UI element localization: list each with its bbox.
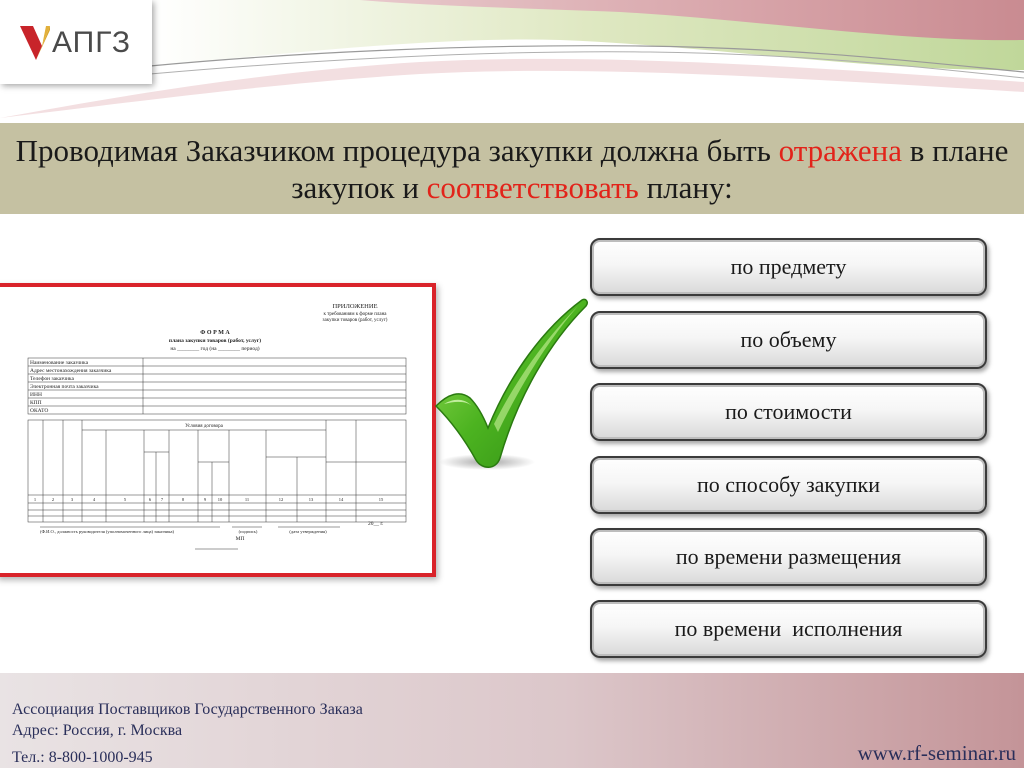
col-number: 6 [148,497,152,502]
col-number: 3 [70,497,74,502]
title-part-2: в плане закупок и [291,132,1009,205]
form-subtitle: плана закупки товаров (работ, услуг) [168,338,262,344]
footer-organization: Ассоциация Поставщиков Государственного Заказа [12,701,363,718]
col-number: 11 [244,497,250,502]
criterion-cost [590,383,987,441]
slide-title [12,132,1012,206]
logo-text: АПГЗ [52,26,131,59]
column-numbers [34,497,384,502]
col-number: 7 [160,497,164,502]
plan-table-grid [28,420,406,522]
logo-mark-icon [20,26,50,60]
col-number: 13 [308,497,314,502]
criterion-procurement-method [590,456,987,514]
criterion-subject [590,238,987,296]
title-highlight-correspond: соответствовать [426,169,639,205]
col-number: 2 [51,497,55,502]
year-mark: 20__ г. [368,521,384,527]
criterion-label: по предмету [730,254,847,279]
criterion-execution-time [590,600,987,658]
info-row: Электронная почта заказчика [30,384,99,390]
signature-left-caption: (Ф.И.О., должность руководителя (уполномоченного лица) заказчика) [40,529,175,534]
col-number: 10 [217,497,223,502]
title-highlight-reflected: отражена [778,132,903,168]
title-part-1: Проводимая Заказчиком процедура закупки должна быть [15,132,779,168]
info-row: Телефон заказчика [30,376,74,382]
green-checkmark-icon [432,294,592,474]
procurement-plan-form-image [0,283,436,577]
title-part-3: плану: [638,169,733,205]
col-number: 12 [278,497,284,502]
footer [0,673,1024,768]
signature-right-caption: (дата утверждения) [289,529,327,534]
info-row: Наименование заказчика [30,360,89,366]
col-number: 9 [203,497,207,502]
footer-website-link[interactable]: www.rf-seminar.ru [857,741,1016,765]
col-number: 4 [92,497,96,502]
header-band [0,0,1024,118]
form-appendix-sub1: к требованиям к форме плана [323,312,387,317]
form-title: Ф О Р М А [200,330,230,336]
logo [0,0,152,84]
form-drawing [0,287,432,573]
criterion-label: по времени размещения [675,544,902,569]
col-number: 5 [123,497,127,502]
footer-phone: Тел.: 8-800-1000-945 [12,749,153,766]
form-appendix-sub2: закупки товаров (работ, услуг) [322,318,388,323]
criterion-label: по стоимости [725,399,852,424]
col-number: 1 [33,497,37,502]
col-number: 15 [378,497,384,502]
criterion-label: по способу закупки [696,472,881,497]
criterion-placement-time [590,528,987,586]
col-number: 14 [338,497,344,502]
decorative-swoosh [0,0,1024,118]
info-row: ОКАТО [30,408,49,414]
form-period: на ________ год (на ________ период) [170,346,260,352]
info-row: Адрес местонахождения заказчика [30,368,112,374]
col-number: 8 [181,497,185,502]
footer-address: Адрес: Россия, г. Москва [12,722,183,739]
title-bar [0,123,1024,214]
info-row: КПП [30,400,42,406]
criterion-label: по объему [740,327,837,352]
signature-mid-caption: (подпись) [238,529,258,534]
stamp-label: МП [235,536,245,542]
form-appendix: ПРИЛОЖЕНИЕ [332,303,378,310]
criterion-volume [590,311,987,369]
criterion-label: по времени исполнения [674,616,903,641]
table-conditions-header: Условия договора [185,424,223,429]
info-row: ИНН [30,392,42,398]
